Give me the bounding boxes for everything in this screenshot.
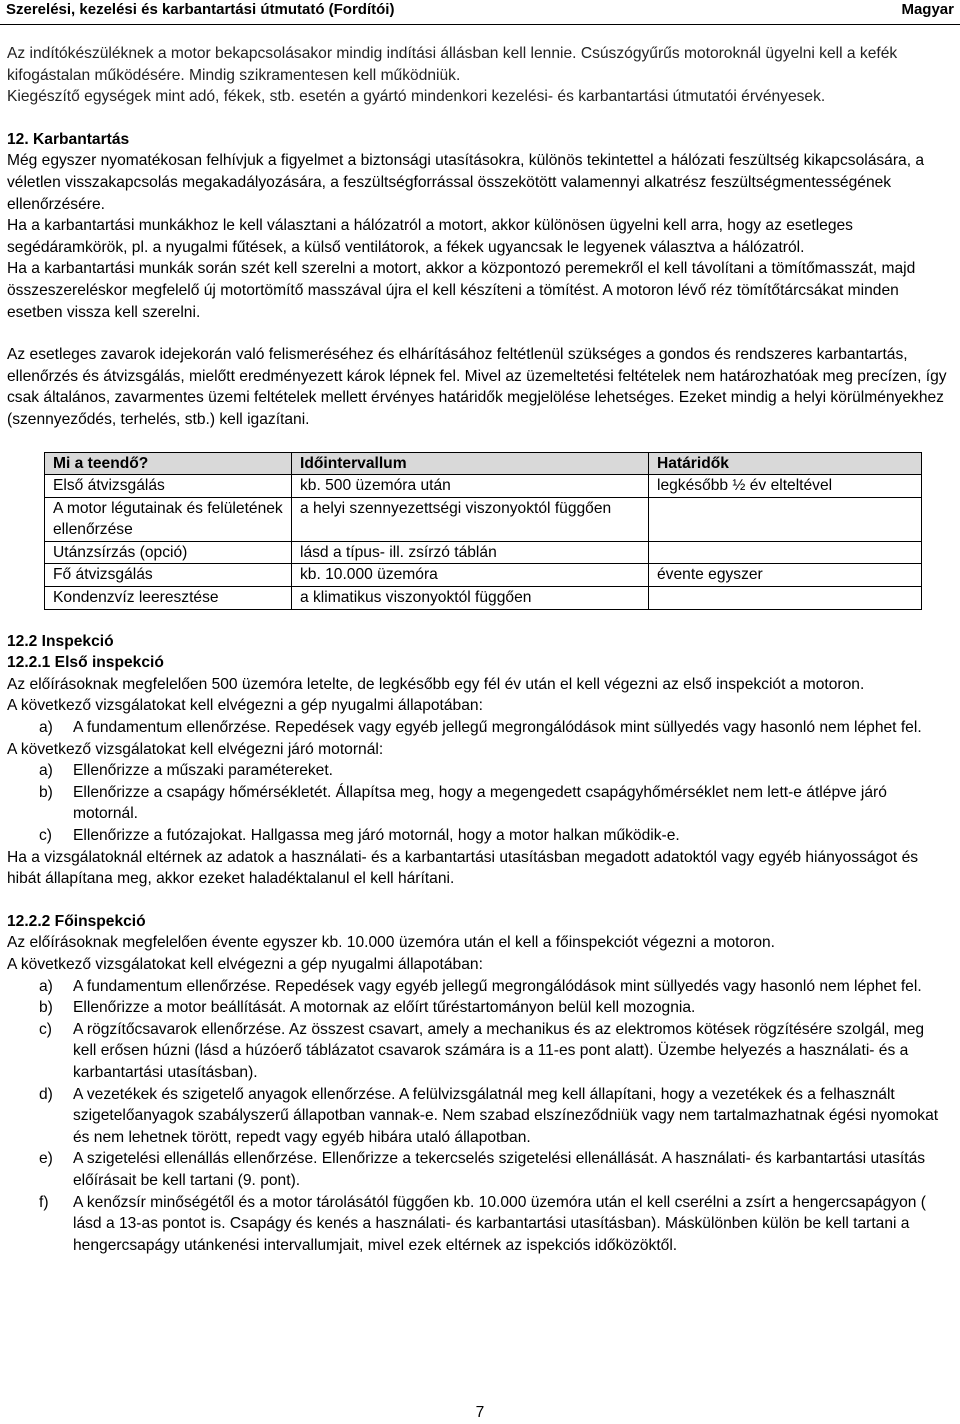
table-row bbox=[45, 587, 922, 610]
list-item bbox=[7, 760, 951, 782]
table-row bbox=[45, 541, 922, 564]
list-text: Ellenőrizze a csapágy hőmérsékletét. Állapítsa meg, hogy a megengedett csapágyhőmérséklet nem lett-e átlépve járó motornál. bbox=[73, 783, 887, 823]
table-cell: kb. 500 üzemóra után bbox=[292, 475, 649, 498]
list-text: A szigetelési ellenállás ellenőrzése. Ellenőrizze a tekercselés szigetelési ellenállását. A használati- és karbantartási utasítás előírásait be kell tartani (9. pont). bbox=[73, 1150, 926, 1189]
list-text: A fundamentum ellenőrzése. Repedések vagy egyéb jellegű megrongálódások mint süllyedés vagy hasonló nem léphet fel. bbox=[73, 719, 922, 737]
header-language: Magyar bbox=[901, 1, 954, 18]
list-marker: a) bbox=[39, 719, 53, 737]
list-marker: b) bbox=[39, 999, 53, 1017]
table-cell: évente egyszer bbox=[649, 564, 922, 587]
main-inspection-title: 12.2.2 Főinspekció bbox=[7, 912, 146, 930]
list-marker: c) bbox=[39, 1020, 52, 1038]
table-cell bbox=[649, 587, 922, 610]
table-cell: a helyi szennyezettségi viszonyoktól függően bbox=[292, 497, 649, 541]
list-item bbox=[7, 1192, 951, 1257]
table-cell: kb. 10.000 üzemóra bbox=[292, 564, 649, 587]
list-text: A kenőzsír minőségétől és a motor tárolásától függően kb. 10.000 üzemóra után el kell cserélni a zsírt a hengercsapágyon ( lásd a 13-as pontot is. Csapágy és kenés a használati- és karbantartási utasításban). Máskülönben külön be kell tartani a hengercsapágy utánkenési intervallumjait, mivel ezek eltérnek az ispekciós időközöktől. bbox=[73, 1193, 926, 1254]
list-text: Ellenőrizze a futózajokat. Hallgassa meg járó motornál, hogy a motor halkan működik-e. bbox=[73, 827, 680, 844]
table-cell: lásd a típus- ill. zsírzó táblán bbox=[292, 541, 649, 564]
table-cell bbox=[649, 541, 922, 564]
list-text: A rögzítőcsavarok ellenőrzése. Az összest csavart, amely a mechanikus és az elektromos kötések rögzítésére szolgál, meg kell erősen húzni (lásd a húzóerő táblázatot csavarok számára is a 11-es pont alatt). Üzembe helyezés a használati- és a karbantartási utasításban). bbox=[73, 1020, 925, 1081]
table-row bbox=[45, 475, 922, 498]
table-header-row bbox=[45, 452, 922, 475]
list-text: A vezetékek és szigetelő anyagok ellenőrzése. A felülvizsgálatnál meg kell állapítani, hogy a vezetékek és a felhasznált szigetelőanyagok szabályszerű állapotban vannak-e. Nem szabad elszíneződniük vagy nem tartalmazhatnak égési nyomokat és nem lehetnek törött, repedt vagy egyéb hibára utaló állapotban. bbox=[73, 1085, 939, 1146]
list-item bbox=[7, 997, 951, 1019]
document-body bbox=[7, 43, 951, 1256]
table-cell: A motor légutainak és felületének ellenőrzése bbox=[45, 497, 292, 541]
table-header-cell: Határidők bbox=[649, 452, 922, 475]
list-text: Ellenőrizze a műszaki paramétereket. bbox=[73, 762, 334, 780]
table-cell: Fő átvizsgálás bbox=[45, 564, 292, 587]
spacer bbox=[7, 610, 951, 631]
first-inspection-run-intro: A következő vizsgálatokat kell elvégezni járó motornál: bbox=[7, 740, 384, 758]
table-header-cell: Időintervallum bbox=[292, 452, 649, 475]
section-12-paragraph-after: Az esetleges zavarok idejekorán való felismeréséhez és elhárításához feltétlenül szükséges a gondos és rendszeres karbantartás, ellenőrzés és átvizsgálás, mielőtt eredményezett károk lépnek fel. Mivel az üzemeltetési feltételek nem határozhatóak meg precízen, így csak általános, zavarmentes üzemi feltételek mellett érvényes határidők megjelölése lehetséges. Ezeket mindig a helyi körülményekhez (szennyeződés, terhelés, stb.) kell igazítani. bbox=[7, 346, 947, 428]
page-number: 7 bbox=[475, 1404, 485, 1421]
table-cell: legkésőbb ½ év elteltével bbox=[649, 475, 922, 498]
page-header bbox=[0, 0, 960, 22]
first-inspection-outro: Ha a vizsgálatoknál eltérnek az adatok a használati- és a karbantartási utasításban megadott adatoktól vagy egyéb hiányosságot és hibát állapítana meg, akkor ezeket haladéktalanul el kell hárítani. bbox=[7, 848, 919, 888]
first-inspection-intro: Az előírásoknak megfelelően 500 üzemóra letelte, de legkésőbb egy fél év után el kell végezni az első inspekciót a motoron. bbox=[7, 675, 865, 693]
table-row bbox=[45, 497, 922, 541]
list-marker: c) bbox=[39, 827, 52, 844]
list-marker: f) bbox=[39, 1193, 49, 1211]
list-marker: b) bbox=[39, 783, 53, 801]
first-inspection-run-list bbox=[7, 760, 951, 846]
section-12-paragraph-3: Ha a karbantartási munkák során szét kell szerelni a motort, akkor a központozó peremekről el kell távolítani a tömítőmasszát, majd összeszereléskor megfelelő új motortömítő masszával újra el kell készíteni a tömítést. A motoron lévő réz tömítőtárcsákat minden esetben vissza kell szerelni. bbox=[7, 260, 916, 321]
list-item bbox=[7, 825, 951, 847]
list-item bbox=[7, 1019, 951, 1084]
list-item bbox=[7, 1148, 951, 1191]
section-12-paragraph-2: Ha a karbantartási munkákhoz le kell választani a hálózatról a motort, akkor különösen ügyelni kell arra, hogy az esetleges segédáramkörök, pl. a nyugalmi fűtések, a külső ventilátorok, a fékek ugyancsak le legyenek választva a hálózatról. bbox=[7, 217, 853, 256]
spacer bbox=[7, 323, 951, 344]
maintenance-schedule-table bbox=[44, 452, 922, 610]
list-item bbox=[7, 1084, 951, 1149]
list-marker: e) bbox=[39, 1150, 53, 1168]
table-cell: a klimatikus viszonyoktól függően bbox=[292, 587, 649, 610]
list-item bbox=[7, 782, 951, 825]
intro-paragraph-2: Kiegészítő egységek mint adó, fékek, stb. esetén a gyártó mindenkori kezelési- és karbantartási útmutatói érvényesek. bbox=[7, 88, 826, 106]
main-inspection-rest-intro: A következő vizsgálatokat kell elvégezni a gép nyugalmi állapotában: bbox=[7, 955, 483, 973]
table-cell: Első átvizsgálás bbox=[45, 475, 292, 498]
first-inspection-rest-intro: A következő vizsgálatokat kell elvégezni a gép nyugalmi állapotában: bbox=[7, 697, 483, 715]
first-inspection-title: 12.2.1 Első inspekció bbox=[7, 654, 164, 672]
table-cell: Kondenzvíz leeresztése bbox=[45, 587, 292, 610]
table-header-cell: Mi a teendő? bbox=[45, 452, 292, 475]
spacer bbox=[7, 431, 951, 452]
header-title: Szerelési, kezelési és karbantartási útmutató (Fordítói) bbox=[6, 1, 395, 18]
inspection-title: 12.2 Inspekció bbox=[7, 632, 114, 650]
list-text: A fundamentum ellenőrzése. Repedések vagy egyéb jellegű megrongálódások mint süllyedés vagy hasonló nem léphet fel. bbox=[73, 977, 922, 995]
table-cell bbox=[649, 497, 922, 541]
spacer bbox=[7, 108, 951, 129]
table-cell: Utánzsírzás (opció) bbox=[45, 541, 292, 564]
list-text: Ellenőrizze a motor beállítását. A motornak az előírt tűréstartományon belül kell mozognia. bbox=[73, 999, 696, 1017]
main-inspection-list bbox=[7, 976, 951, 1257]
intro-paragraph-1: Az indítókészüléknek a motor bekapcsolásakor mindig indítási állásban kell lennie. Csúszógyűrűs motoroknál ügyelni kell a kefék kifogástalan működésére. Mindig szikramentesen kell működniük. bbox=[7, 45, 898, 84]
first-inspection-rest-list bbox=[7, 717, 951, 739]
list-marker: d) bbox=[39, 1085, 53, 1103]
spacer bbox=[7, 890, 951, 911]
header-divider bbox=[0, 24, 960, 25]
table-row bbox=[45, 564, 922, 587]
section-12-title: 12. Karbantartás bbox=[7, 130, 130, 148]
list-marker: a) bbox=[39, 762, 53, 780]
list-item bbox=[7, 717, 951, 739]
section-12-paragraph-1: Még egyszer nyomatékosan felhívjuk a figyelmet a biztonsági utasításokra, különös tekintettel a hálózati feszültség kikapcsolására, a véletlen visszakapcsolás megakadályozására, a feszültségforrással összekötött valamennyi alkatrész feszültségmentességének ellenőrzésére. bbox=[7, 152, 925, 213]
list-item bbox=[7, 976, 951, 998]
list-marker: a) bbox=[39, 977, 53, 995]
main-inspection-intro: Az előírásoknak megfelelően évente egyszer kb. 10.000 üzemóra után el kell a főinspekciót végezni a motoron. bbox=[7, 934, 776, 952]
